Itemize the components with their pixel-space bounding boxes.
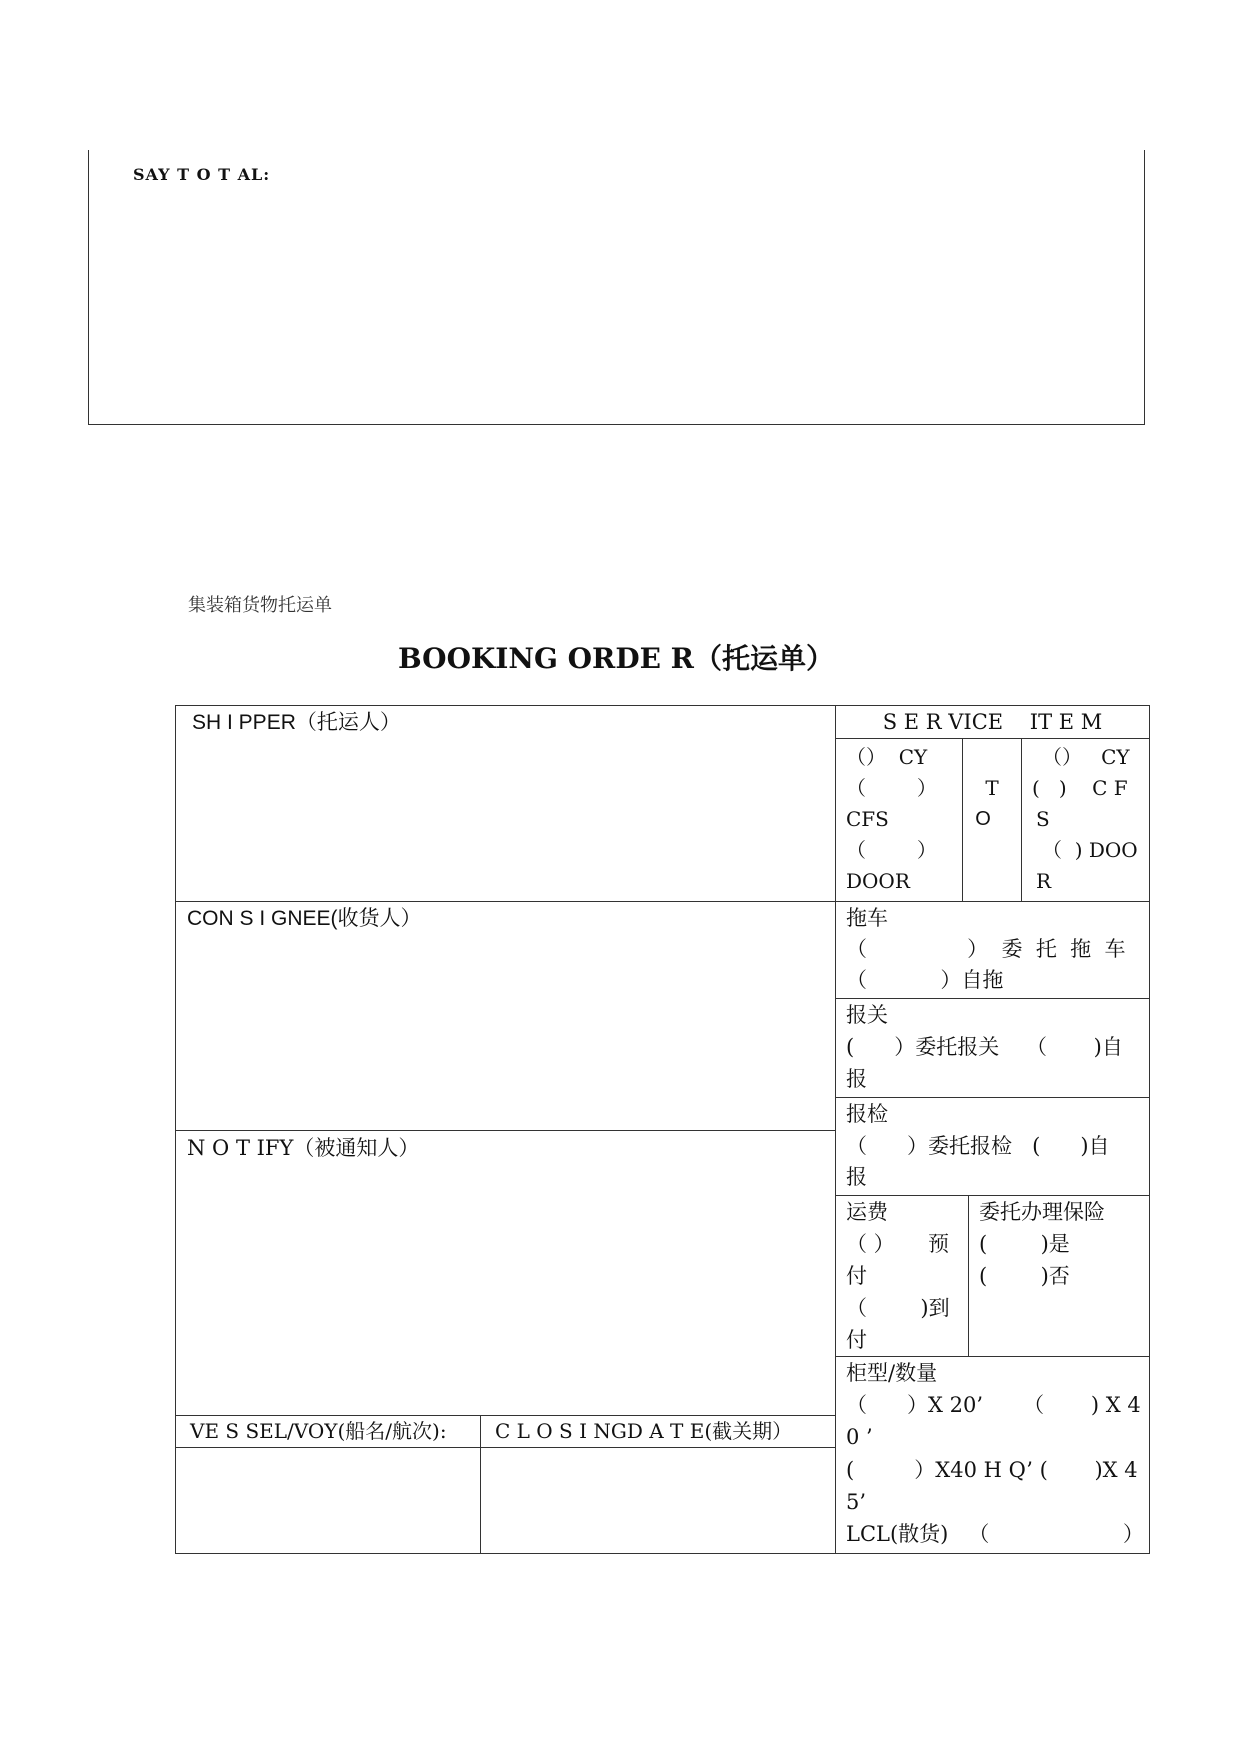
service-item-label: S E R VICE IT E M <box>882 710 1103 734</box>
notify-label: N O T IFY（被通知人） <box>187 1136 420 1160</box>
freight-prepaid: （ ） 预 <box>846 1232 950 1256</box>
trucking-cell[interactable] <box>835 901 1150 999</box>
service-from-line: （ ） <box>846 838 937 862</box>
customs-cell[interactable] <box>835 998 1150 1098</box>
service-dest-line: S <box>1036 807 1050 831</box>
service-from-line: CFS <box>846 807 889 831</box>
inspection-title: 报检 <box>846 1102 888 1126</box>
shipper-cell[interactable] <box>175 705 836 902</box>
freight-cell[interactable] <box>835 1195 969 1357</box>
trucking-option-delegate: （ ） 委 托 拖 车 <box>846 937 1126 961</box>
service-to-line: T <box>985 776 999 800</box>
container-40hq-45-cont: 5’ <box>846 1490 867 1514</box>
insurance-no: ( )否 <box>979 1264 1070 1288</box>
freight-prepaid-cont: 付 <box>846 1264 867 1288</box>
closing-date-value-cell[interactable] <box>480 1447 836 1554</box>
container-40hq-45: ( ）X40 H Q’ ( )X 4 <box>846 1458 1138 1482</box>
trucking-option-self: （ ）自拖 <box>846 968 1004 992</box>
say-total-label: SAY T O T AL: <box>133 165 271 184</box>
vessel-value-cell[interactable] <box>175 1447 481 1554</box>
shipper-label: SH I PPER（托运人） <box>192 711 401 734</box>
customs-options-cont: 报 <box>846 1067 867 1091</box>
service-dest-line: R <box>1036 869 1052 893</box>
customs-options: ( ）委托报关 （ )自 <box>846 1035 1123 1059</box>
insurance-cell[interactable] <box>968 1195 1150 1357</box>
freight-title: 运费 <box>846 1200 888 1224</box>
page-title: BOOKING ORDE R（托运单） <box>398 642 834 675</box>
consignee-label: CON S I GNEE(收货人） <box>187 907 422 930</box>
closing-header-cell <box>480 1415 836 1448</box>
closing-date-label: C L O S I NGD A T E(截关期） <box>495 1419 793 1443</box>
freight-collect: （ )到 <box>846 1296 950 1320</box>
customs-title: 报关 <box>846 1003 888 1027</box>
container-title: 柜型/数量 <box>846 1361 938 1385</box>
container-cell[interactable] <box>835 1356 1150 1554</box>
inspection-cell[interactable] <box>835 1097 1150 1196</box>
service-from-line: （ ） <box>846 776 937 800</box>
service-from-line: （） CY <box>846 745 928 769</box>
service-item-header <box>835 705 1150 739</box>
inspection-options: （ ）委托报检 ( )自 <box>846 1134 1110 1158</box>
service-from-cell[interactable] <box>835 738 963 902</box>
container-lcl: LCL(散货) （ ） <box>846 1522 1144 1546</box>
container-20-40: （ ）X 20’ （ ) X 4 <box>846 1393 1141 1417</box>
insurance-title: 委托办理保险 <box>979 1200 1105 1224</box>
vessel-label: VE S SEL/VOY(船名/航次): <box>190 1419 447 1443</box>
service-to-cell <box>962 738 1022 902</box>
freight-collect-cont: 付 <box>846 1328 867 1352</box>
container-20-40-cont: 0 ’ <box>846 1425 873 1449</box>
service-dest-cell[interactable] <box>1021 738 1150 902</box>
insurance-yes: ( )是 <box>979 1232 1070 1256</box>
service-dest-line: （ ) DOO <box>1042 838 1138 862</box>
service-from-line: DOOR <box>846 869 910 893</box>
vessel-header-cell <box>175 1415 481 1448</box>
inspection-options-cont: 报 <box>846 1165 867 1189</box>
trucking-title: 拖车 <box>846 906 888 930</box>
service-to-line: O <box>975 808 991 830</box>
say-total-box <box>88 150 1145 425</box>
notify-cell[interactable] <box>175 1130 836 1416</box>
service-dest-line: （） CY <box>1042 745 1130 769</box>
service-dest-line: ( ) C F <box>1032 776 1128 800</box>
form-subtitle: 集装箱货物托运单 <box>188 595 332 616</box>
consignee-cell[interactable] <box>175 901 836 1131</box>
